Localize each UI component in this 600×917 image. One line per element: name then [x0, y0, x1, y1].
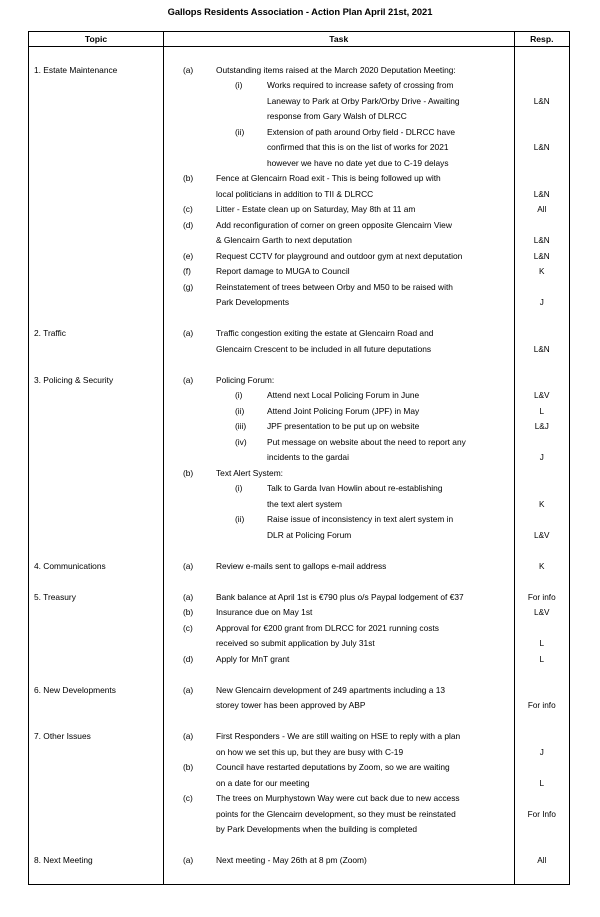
topic-cell [29, 559, 164, 590]
topic-cell [29, 373, 164, 559]
spacer-line [29, 47, 163, 63]
task-text: DLR at Policing Forum [266, 529, 352, 540]
spacer-line [515, 311, 569, 327]
task-text: points for the Glencairn development, so they must be reinstated [215, 808, 456, 819]
spacer-line [29, 249, 163, 265]
spacer-line [29, 481, 163, 497]
task-line [164, 729, 514, 745]
task-line [164, 388, 514, 404]
spacer-line [29, 202, 163, 218]
spacer-line [29, 512, 163, 528]
resp-value [515, 512, 569, 528]
topic-label: 6. New Developments [34, 684, 116, 695]
resp-value: L&N [533, 143, 550, 152]
column-header-task: Task [163, 32, 514, 47]
spacer-line [29, 156, 163, 172]
spacer-line [515, 869, 569, 885]
spacer-line [29, 776, 163, 792]
task-line [164, 776, 514, 792]
task-text: First Responders - We are still waiting on HSE to reply with a plan [215, 731, 461, 741]
resp-value [515, 729, 569, 745]
task-line [164, 853, 514, 869]
topic-cell [29, 590, 164, 683]
task-line [164, 63, 514, 79]
spacer-line [29, 807, 163, 823]
task-text: local politicians in addition to TII & DLRCC [215, 188, 374, 199]
task-text: Outstanding items raised at the March 2020 Deputation Meeting: [215, 64, 456, 75]
task-line [164, 326, 514, 342]
task-line [164, 419, 514, 435]
spacer-line [29, 435, 163, 451]
task-marker: (a) [182, 731, 194, 741]
task-text: Review e-mails sent to gallops e-mail address [215, 560, 387, 571]
table-row [29, 853, 570, 885]
resp-value [515, 373, 569, 389]
task-text: Fence at Glencairn Road exit - This is being followed up with [215, 173, 441, 183]
task-cell [163, 729, 514, 853]
task-text: Traffic congestion exiting the estate at Glencairn Road and [215, 328, 434, 338]
task-text: Talk to Garda Ivan Howlin about re-establishing [266, 483, 443, 493]
spacer-line [515, 47, 569, 63]
spacer-line [29, 698, 163, 714]
task-cell [163, 47, 514, 327]
task-marker: (a) [182, 64, 194, 75]
task-line [164, 404, 514, 420]
task-text: Put message on website about the need to report any [266, 436, 466, 447]
spacer-line [164, 311, 514, 327]
task-marker: (b) [182, 173, 194, 183]
resp-value [515, 218, 569, 234]
resp-value: L [539, 654, 545, 664]
task-text: Request CCTV for playground and outdoor gym at next deputation [215, 250, 463, 261]
task-line [164, 280, 514, 296]
spacer-line [29, 528, 163, 544]
resp-value [515, 156, 569, 172]
spacer-line [29, 404, 163, 420]
spacer-line [29, 621, 163, 637]
task-line [164, 435, 514, 451]
topic-cell [29, 683, 164, 730]
resp-cell [514, 373, 569, 559]
task-text: Extension of path around Orby field - DLRCC have [266, 126, 456, 137]
task-line [164, 652, 514, 668]
action-plan-table-wrapper [28, 31, 570, 885]
task-cell [163, 683, 514, 730]
resp-value: L&V [534, 608, 550, 617]
spacer-line [29, 543, 163, 559]
task-line [164, 218, 514, 234]
task-text: Apply for MnT grant [215, 653, 290, 664]
spacer-line [164, 574, 514, 590]
task-text: however we have no date yet due to C-19 delays [266, 157, 449, 168]
resp-cell [514, 326, 569, 373]
table-row [29, 729, 570, 853]
resp-value: K [539, 267, 545, 276]
task-marker: (a) [182, 855, 194, 865]
resp-value [515, 63, 569, 79]
spacer-line [29, 636, 163, 652]
resp-value: L&N [533, 189, 550, 199]
resp-value [515, 466, 569, 482]
task-marker: (b) [182, 467, 194, 478]
spacer-line [29, 450, 163, 466]
task-text: response from Gary Walsh of DLRCC [266, 111, 407, 121]
resp-value [515, 109, 569, 125]
topic-label: 3. Policing & Security [34, 374, 114, 385]
task-marker: (i) [234, 483, 243, 493]
task-line [164, 171, 514, 187]
spacer-line [29, 574, 163, 590]
spacer-line [515, 543, 569, 559]
spacer-line [29, 838, 163, 854]
spacer-line [164, 714, 514, 730]
topic-label: 1. Estate Maintenance [34, 64, 118, 75]
task-text: & Glencairn Garth to next deputation [215, 235, 352, 245]
task-text: Council have restarted deputations by Zoom, so we are waiting [215, 762, 450, 772]
spacer-line [29, 760, 163, 776]
resp-value [515, 280, 569, 296]
task-text: Next meeting - May 26th at 8 pm (Zoom) [215, 855, 367, 865]
task-line [164, 481, 514, 497]
task-marker: (c) [182, 622, 193, 633]
resp-value: L&V [534, 391, 550, 400]
task-text: JPF presentation to be put up on website [266, 421, 420, 431]
spacer-line [29, 745, 163, 761]
resp-cell [514, 47, 569, 327]
column-header-resp: Resp. [514, 32, 569, 47]
resp-value: L [539, 406, 545, 416]
task-line [164, 450, 514, 466]
task-marker: (i) [234, 390, 243, 400]
spacer-line [29, 791, 163, 807]
task-text: on how we set this up, but they are busy with C-19 [215, 746, 404, 757]
task-text: The trees on Murphystown Way were cut back due to new access [215, 793, 460, 803]
task-text: Litter - Estate clean up on Saturday, May 8th at 11 am [215, 204, 416, 214]
resp-cell [514, 853, 569, 885]
task-line [164, 78, 514, 94]
resp-cell [514, 729, 569, 853]
task-text: New Glencairn development of 249 apartments including a 13 [215, 684, 446, 695]
task-text: received so submit application by July 31st [215, 638, 375, 648]
task-line [164, 466, 514, 482]
spacer-line [29, 714, 163, 730]
task-line [164, 497, 514, 513]
spacer-line [29, 822, 163, 838]
task-text: by Park Developments when the building is completed [215, 824, 418, 834]
resp-value [515, 791, 569, 807]
spacer-line [29, 125, 163, 141]
spacer-line [29, 233, 163, 249]
table-header-row [29, 32, 570, 47]
spacer-line [29, 187, 163, 203]
task-marker: (iv) [234, 436, 247, 447]
spacer-line [29, 605, 163, 621]
task-marker: (iii) [234, 421, 247, 431]
task-text: storey tower has been approved by ABP [215, 700, 366, 710]
spacer-line [29, 342, 163, 358]
topic-cell [29, 729, 164, 853]
spacer-line [29, 869, 163, 885]
spacer-line [164, 667, 514, 683]
spacer-line [29, 311, 163, 327]
task-marker: (d) [182, 219, 194, 230]
task-line [164, 745, 514, 761]
task-line [164, 187, 514, 203]
task-text: on a date for our meeting [215, 777, 310, 788]
task-marker: (a) [182, 591, 194, 602]
task-line [164, 621, 514, 637]
spacer-line [29, 140, 163, 156]
table-row [29, 683, 570, 730]
resp-value: K [539, 561, 545, 571]
task-line [164, 683, 514, 699]
table-body [29, 47, 570, 885]
table-row [29, 326, 570, 373]
task-marker: (b) [182, 607, 194, 617]
task-marker: (g) [182, 281, 194, 292]
spacer-line [164, 869, 514, 885]
task-text: Glencairn Crescent to be included in all future deputations [215, 343, 432, 354]
resp-value: For Info [527, 809, 556, 819]
spacer-line [29, 357, 163, 373]
task-marker: (c) [182, 793, 193, 803]
resp-value [515, 822, 569, 838]
task-line [164, 807, 514, 823]
task-marker: (ii) [234, 514, 245, 524]
spacer-line [29, 652, 163, 668]
task-cell [163, 853, 514, 885]
spacer-line [29, 497, 163, 513]
spacer-line [29, 218, 163, 234]
task-text: Text Alert System: [215, 467, 284, 478]
task-marker: (ii) [234, 405, 245, 416]
resp-value [515, 125, 569, 141]
task-marker: (e) [182, 250, 194, 261]
spacer-line [164, 543, 514, 559]
task-marker: (i) [234, 80, 243, 90]
topic-cell [29, 326, 164, 373]
spacer-line [29, 94, 163, 110]
task-text: Bank balance at April 1st is €790 plus o/s Paypal lodgement of €37 [215, 591, 464, 602]
resp-value: L&N [533, 96, 550, 106]
task-marker: (b) [182, 762, 194, 772]
task-line [164, 373, 514, 389]
page-title: Gallops Residents Association - Action Plan April 21st, 2021 [167, 6, 433, 17]
spacer-line [164, 47, 514, 63]
task-line [164, 264, 514, 280]
resp-value: K [539, 499, 545, 509]
task-text: Park Developments [215, 297, 290, 307]
task-line [164, 125, 514, 141]
task-line [164, 559, 514, 575]
resp-value: J [539, 453, 544, 462]
resp-value: J [539, 298, 544, 307]
topic-label: 4. Communications [34, 560, 106, 571]
spacer-line [515, 714, 569, 730]
topic-label: 5. Treasury [34, 591, 76, 602]
resp-value: L [539, 778, 545, 788]
task-marker: (d) [182, 653, 194, 664]
task-cell [163, 590, 514, 683]
task-text: Raise issue of inconsistency in text alert system in [266, 514, 454, 524]
task-line [164, 295, 514, 311]
resp-value: L&N [533, 251, 550, 261]
spacer-line [515, 838, 569, 854]
task-line [164, 156, 514, 172]
resp-value [515, 683, 569, 699]
task-line [164, 512, 514, 528]
task-text: Laneway to Park at Orby Park/Orby Drive - Awaiting [266, 95, 460, 106]
task-cell [163, 373, 514, 559]
spacer-line [164, 838, 514, 854]
task-line [164, 791, 514, 807]
task-line [164, 590, 514, 606]
table-row [29, 559, 570, 590]
task-text: Insurance due on May 1st [215, 607, 313, 617]
task-text: Attend Joint Policing Forum (JPF) in May [266, 405, 420, 416]
resp-value [515, 78, 569, 94]
resp-value [515, 621, 569, 637]
topic-cell [29, 47, 164, 327]
spacer-line [29, 419, 163, 435]
task-line [164, 109, 514, 125]
spacer-line [515, 667, 569, 683]
resp-value: For info [527, 701, 556, 710]
resp-value: All [537, 205, 547, 214]
resp-value [515, 435, 569, 451]
task-line [164, 698, 514, 714]
task-line [164, 233, 514, 249]
task-text: Add reconfiguration of corner on green opposite Glencairn View [215, 219, 452, 230]
resp-value [515, 760, 569, 776]
task-line [164, 94, 514, 110]
task-line [164, 605, 514, 621]
resp-value [515, 326, 569, 342]
task-marker: (c) [182, 204, 193, 214]
task-text: Works required to increase safety of crossing from [266, 80, 454, 90]
task-cell [163, 559, 514, 590]
task-cell [163, 326, 514, 373]
table-row [29, 47, 570, 327]
spacer-line [29, 171, 163, 187]
spacer-line [515, 574, 569, 590]
spacer-line [29, 667, 163, 683]
task-line [164, 140, 514, 156]
task-line [164, 636, 514, 652]
spacer-line [29, 280, 163, 296]
resp-cell [514, 559, 569, 590]
resp-value: L [539, 639, 545, 648]
task-line [164, 822, 514, 838]
task-text: Reinstatement of trees between Orby and M50 to be raised with [215, 281, 453, 292]
resp-value: All [537, 856, 547, 865]
spacer-line [164, 357, 514, 373]
resp-cell [514, 683, 569, 730]
task-marker: (f) [182, 266, 191, 276]
topic-label: 2. Traffic [34, 328, 66, 338]
task-text: Report damage to MUGA to Council [215, 266, 350, 276]
spacer-line [29, 264, 163, 280]
spacer-line [29, 78, 163, 94]
resp-cell [514, 590, 569, 683]
resp-value [515, 171, 569, 187]
task-text: Attend next Local Policing Forum in June [266, 390, 420, 400]
task-line [164, 528, 514, 544]
task-marker: (a) [182, 374, 194, 385]
column-header-topic: Topic [29, 32, 164, 47]
resp-value: J [539, 747, 544, 757]
task-marker: (a) [182, 328, 194, 338]
task-line [164, 202, 514, 218]
spacer-line [29, 466, 163, 482]
spacer-line [29, 109, 163, 125]
resp-value: L&V [534, 530, 550, 540]
topic-cell [29, 853, 164, 885]
task-text: incidents to the gardai [266, 452, 349, 462]
table-row [29, 590, 570, 683]
resp-value: For info [527, 592, 556, 602]
task-text: confirmed that this is on the list of works for 2021 [266, 142, 449, 152]
task-text: Policing Forum: [215, 374, 275, 385]
task-marker: (ii) [234, 126, 245, 137]
task-line [164, 760, 514, 776]
resp-value: L&J [534, 422, 549, 431]
task-marker: (a) [182, 684, 194, 695]
resp-value [515, 481, 569, 497]
resp-value: L&N [533, 344, 550, 354]
task-text: the text alert system [266, 498, 342, 509]
topic-label: 7. Other Issues [34, 731, 91, 741]
resp-value: L&N [533, 236, 550, 245]
topic-label: 8. Next Meeting [34, 855, 93, 865]
task-line [164, 249, 514, 265]
task-line [164, 342, 514, 358]
spacer-line [29, 295, 163, 311]
action-plan-table [28, 31, 570, 885]
table-row [29, 373, 570, 559]
spacer-line [29, 388, 163, 404]
task-text: Approval for €200 grant from DLRCC for 2021 running costs [215, 622, 439, 633]
spacer-line [515, 357, 569, 373]
task-marker: (a) [182, 560, 194, 571]
